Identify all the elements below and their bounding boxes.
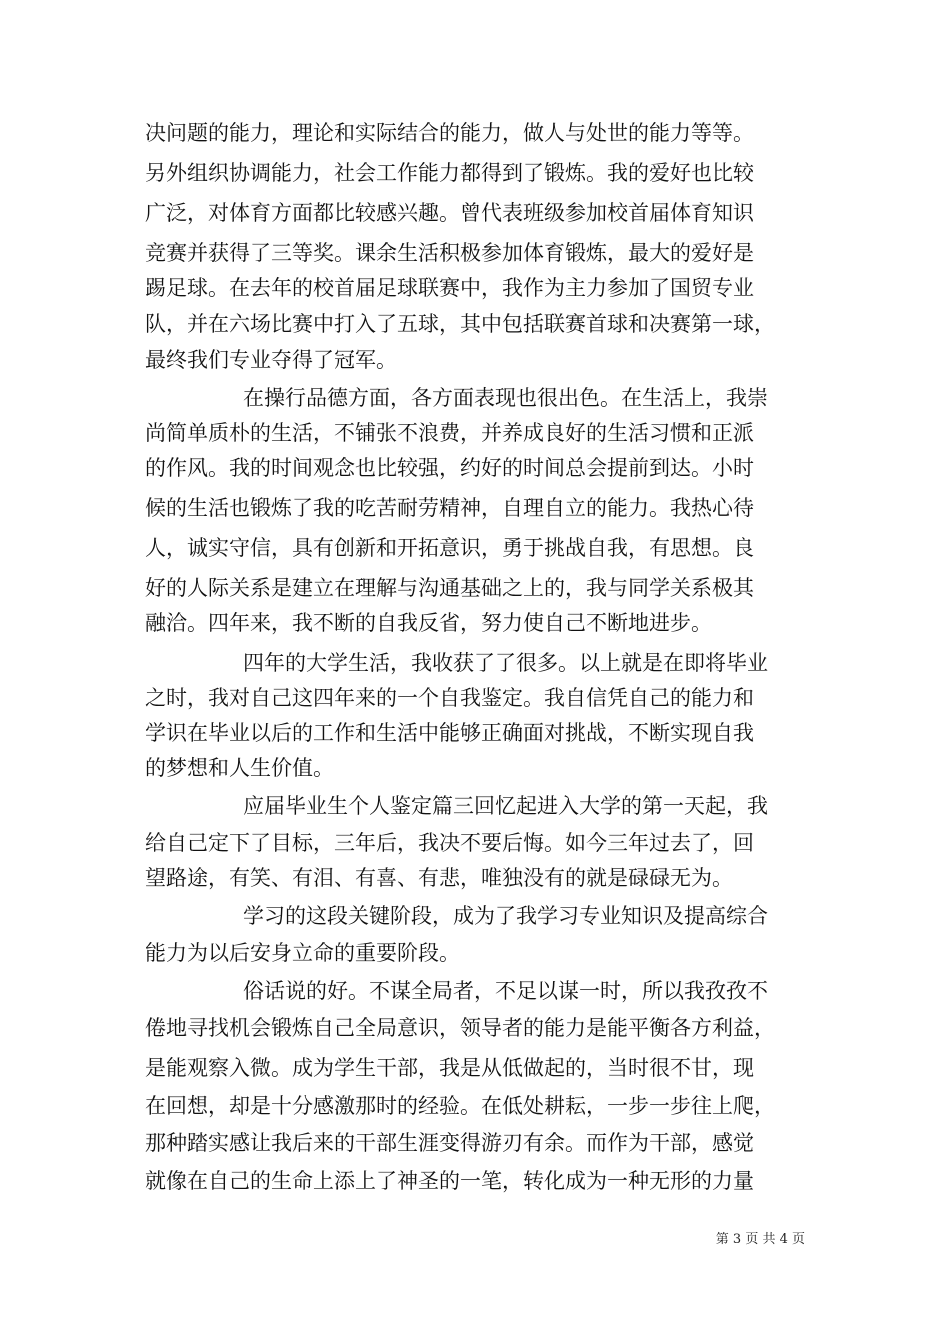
paragraph-first-line: 俗话说的好。不谋全局者，不足以谋一时，所以我孜孜不: [243, 979, 768, 1003]
paragraph-first-line: 四年的大学生活，我收获了了很多。以上就是在即将毕业: [243, 651, 768, 675]
text-line: 好的人际关系是建立在理解与沟通基础之上的，我与同学关系极其: [145, 576, 754, 600]
paragraph-first-line: 应届毕业生个人鉴定篇三回忆起进入大学的第一天起，我: [243, 794, 768, 818]
text-line: 学识在毕业以后的工作和生活中能够正确面对挑战，不断实现自我: [145, 721, 754, 745]
text-line: 的梦想和人生价值。: [145, 756, 334, 780]
text-line: 人，诚实守信，具有创新和开拓意识，勇于挑战自我，有思想。良: [145, 536, 754, 560]
text-line: 就像在自己的生命上添上了神圣的一笔，转化成为一种无形的力量: [145, 1169, 754, 1193]
text-line: 另外组织协调能力，社会工作能力都得到了锻炼。我的爱好也比较: [145, 161, 754, 185]
text-line: 的作风。我的时间观念也比较强，约好的时间总会提前到达。小时: [145, 456, 754, 480]
text-line: 倦地寻找机会锻炼自己全局意识，领导者的能力是能平衡各方利益，: [145, 1016, 775, 1040]
text-line: 在回想，却是十分感激那时的经验。在低处耕耘，一步一步往上爬，: [145, 1094, 775, 1118]
text-line: 给自己定下了目标，三年后，我决不要后悔。如今三年过去了，回: [145, 831, 754, 855]
text-line: 之时，我对自己这四年来的一个自我鉴定。我自信凭自己的能力和: [145, 686, 754, 710]
paragraph-first-line: 在操行品德方面，各方面表现也很出色。在生活上，我崇: [243, 386, 768, 410]
text-line: 决问题的能力，理论和实际结合的能力，做人与处世的能力等等。: [145, 121, 754, 145]
text-line: 候的生活也锻炼了我的吃苦耐劳精神，自理自立的能力。我热心待: [145, 496, 754, 520]
page-number: 第 3 页 共 4 页: [715, 1232, 805, 1247]
text-line: 能力为以后安身立命的重要阶段。: [145, 941, 460, 965]
paragraph-first-line: 学习的这段关键阶段，成为了我学习专业知识及提高综合: [243, 904, 768, 928]
text-line: 最终我们专业夺得了冠军。: [145, 348, 397, 372]
text-line: 队，并在六场比赛中打入了五球，其中包括联赛首球和决赛第一球，: [145, 312, 775, 336]
text-line: 是能观察入微。成为学生干部，我是从低做起的，当时很不甘，现: [145, 1056, 754, 1080]
text-line: 望路途，有笑、有泪、有喜、有悲，唯独没有的就是碌碌无为。: [145, 866, 733, 890]
text-line: 尚简单质朴的生活，不铺张不浪费，并养成良好的生活习惯和正派: [145, 421, 754, 445]
text-line: 那种踏实感让我后来的干部生涯变得游刃有余。而作为干部，感觉: [145, 1131, 754, 1155]
text-line: 广泛，对体育方面都比较感兴趣。曾代表班级参加校首届体育知识: [145, 201, 754, 225]
text-line: 融洽。四年来，我不断的自我反省，努力使自己不断地进步。: [145, 611, 712, 635]
text-line: 竞赛并获得了三等奖。课余生活积极参加体育锻炼，最大的爱好是: [145, 241, 754, 265]
text-line: 踢足球。在去年的校首届足球联赛中，我作为主力参加了国贸专业: [145, 276, 754, 300]
